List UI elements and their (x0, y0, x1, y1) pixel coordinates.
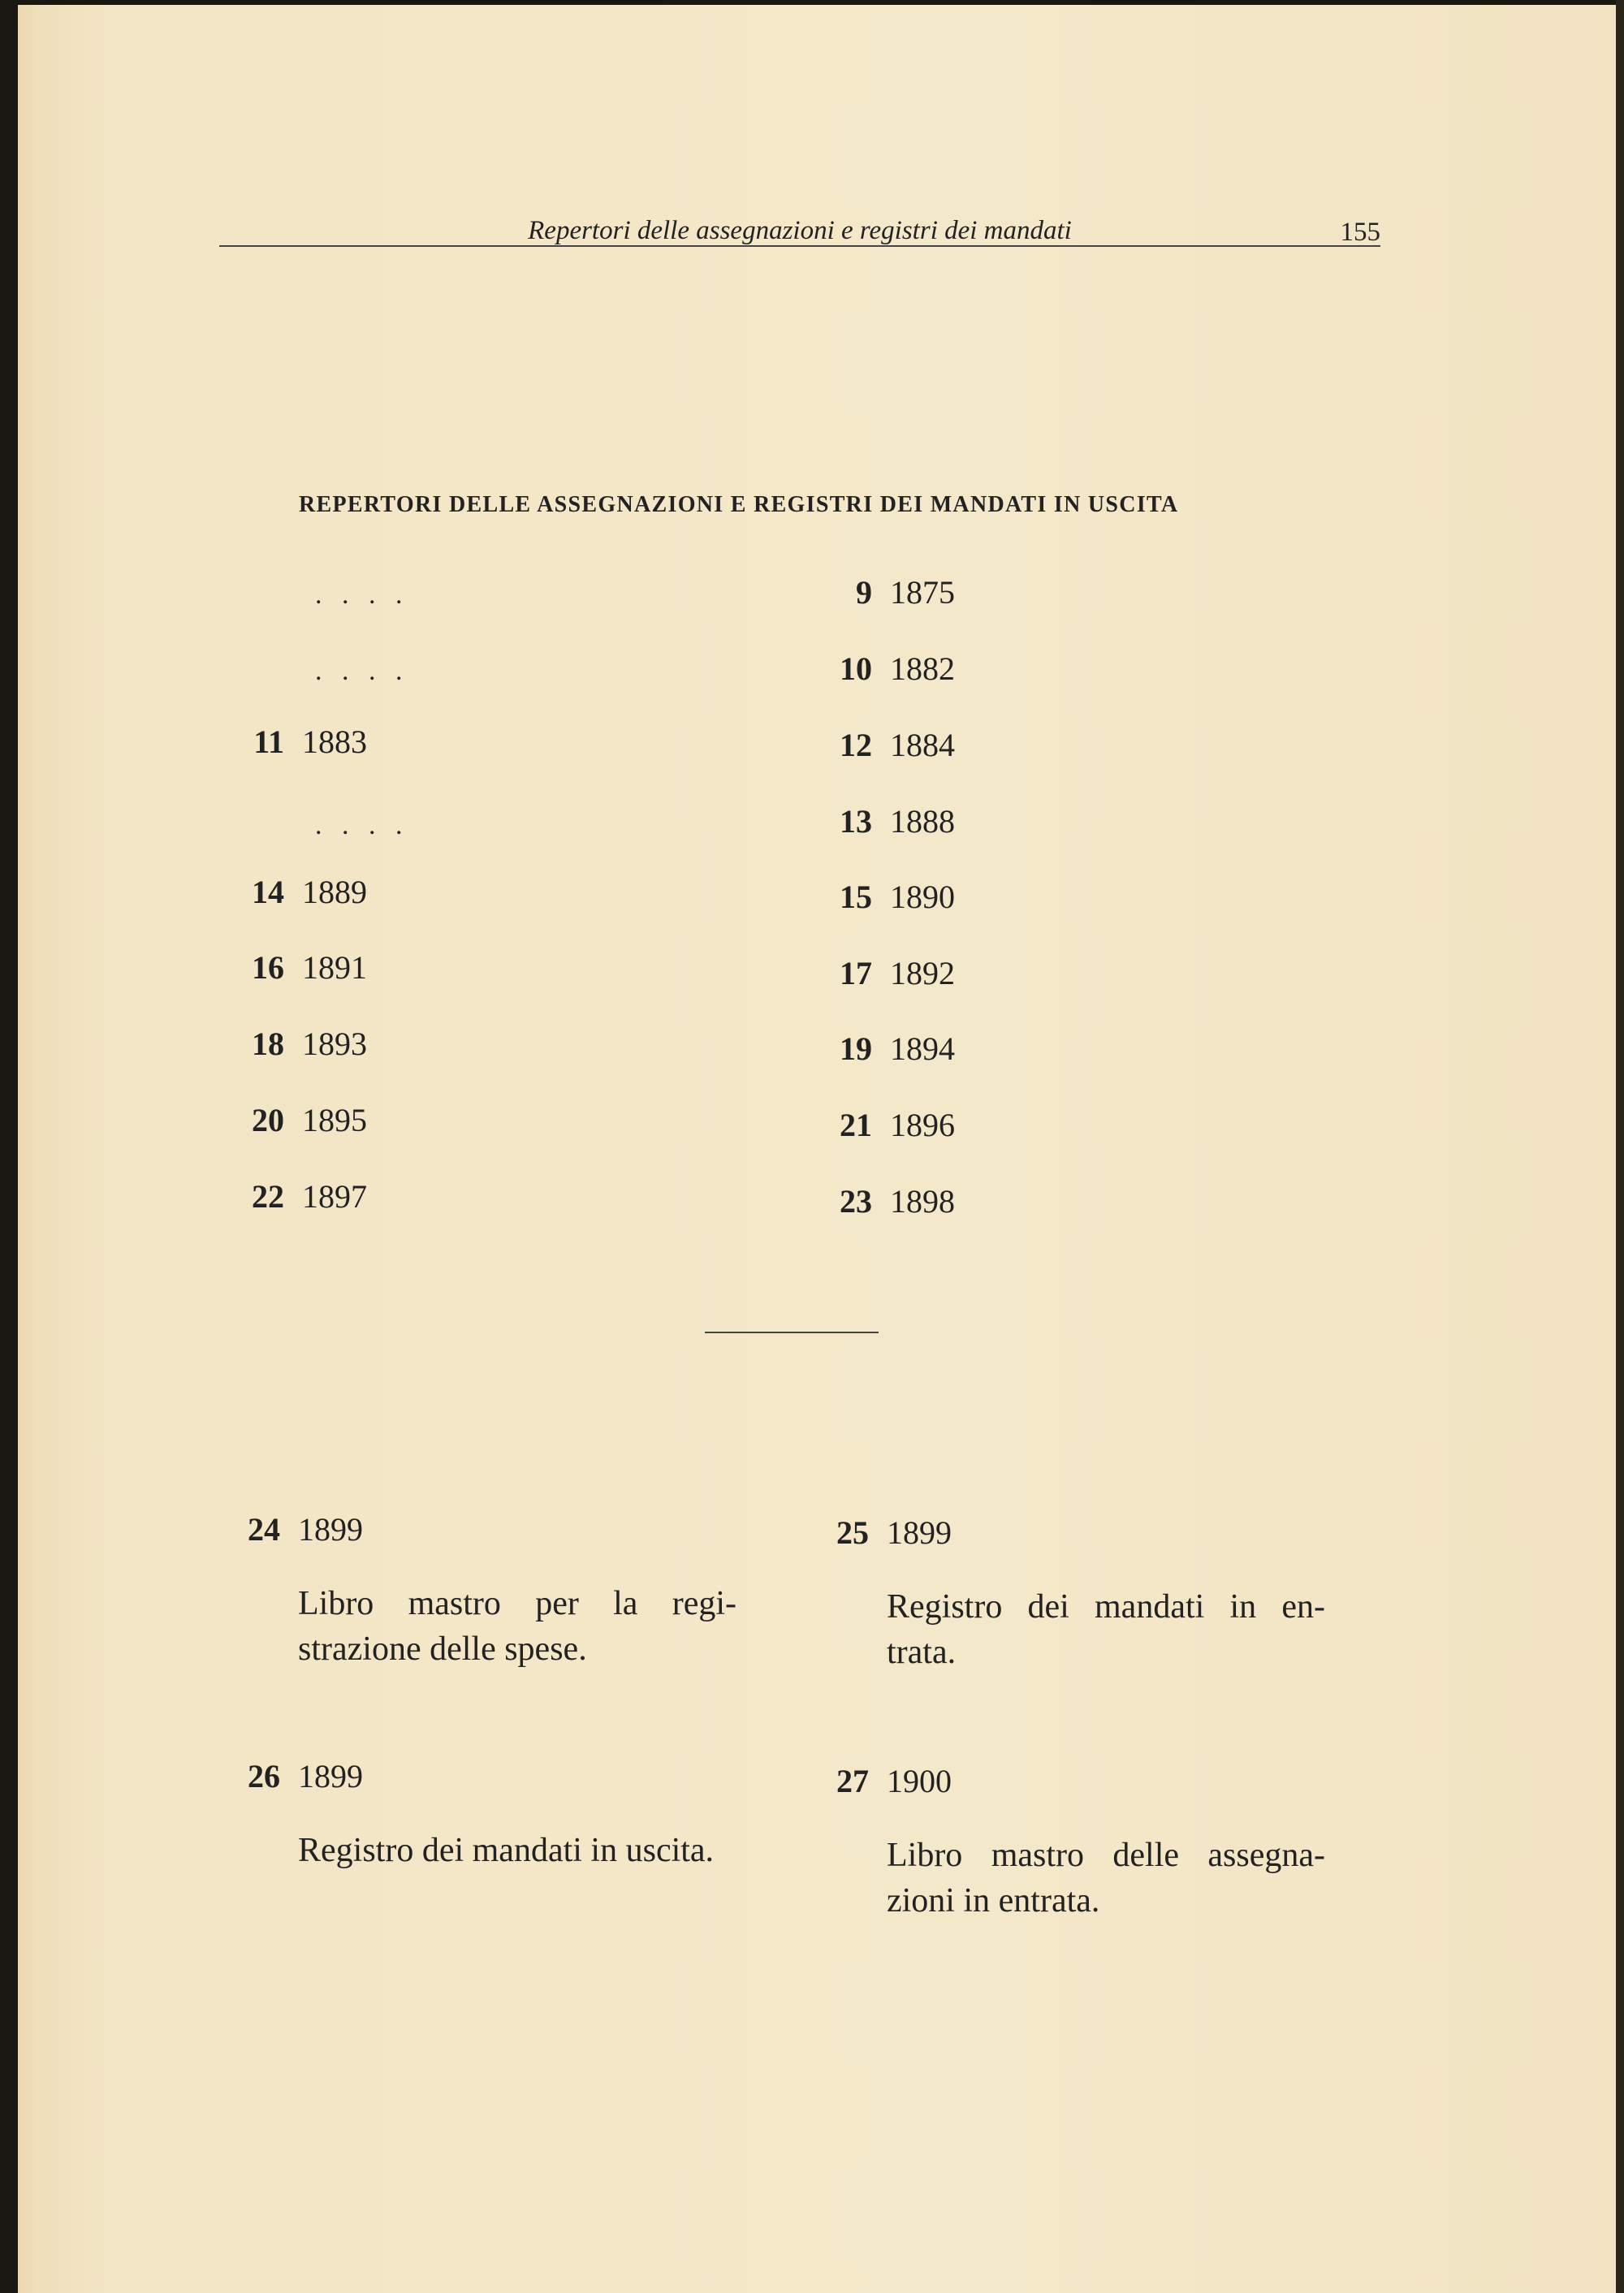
entry-year: 1898 (890, 1183, 955, 1220)
record-description: Registro dei mandati in en-trata. (887, 1588, 1325, 1671)
record-description: Libro mastro per la regi-strazione delle spese. (298, 1585, 736, 1668)
list-item (235, 1101, 367, 1139)
scan-top-edge (0, 0, 1624, 5)
entry-year: 1882 (890, 650, 955, 687)
list-item (823, 802, 955, 840)
entry-year: 1884 (890, 727, 955, 763)
record-year: 1899 (887, 1514, 952, 1551)
entry-number: 16 (252, 949, 284, 986)
list-item (235, 1177, 367, 1216)
list-item (235, 723, 367, 761)
entry-year: 1893 (302, 1026, 367, 1062)
entry-number: 19 (840, 1030, 872, 1067)
record-24 (235, 1510, 736, 1672)
record-25 (824, 1514, 1325, 1675)
entry-year: 1892 (890, 955, 955, 991)
record-number: 25 (836, 1514, 869, 1551)
list-item (823, 1030, 955, 1068)
entry-number: 14 (252, 874, 284, 910)
entry-number: 10 (840, 650, 872, 687)
entry-number: 23 (840, 1183, 872, 1220)
record-year: 1899 (298, 1511, 363, 1548)
list-item (315, 804, 409, 842)
entry-year: 1883 (302, 723, 367, 760)
entry-number: 17 (840, 955, 872, 991)
record-description: Registro dei mandati in uscita. (298, 1832, 715, 1869)
list-item (235, 948, 367, 987)
list-item (823, 1182, 955, 1220)
running-title: Repertori delle assegnazioni e registri dei mandati (528, 216, 1072, 245)
scan-left-edge (0, 0, 18, 2293)
entry-number: 15 (840, 879, 872, 915)
list-item (823, 1106, 955, 1144)
ellipsis-dots: . . . . (315, 656, 409, 686)
entry-number: 20 (252, 1102, 284, 1138)
entry-number: 11 (253, 723, 284, 760)
list-item (823, 650, 955, 688)
entry-number: 18 (252, 1026, 284, 1062)
list-item (823, 878, 955, 916)
entry-year: 1894 (890, 1030, 955, 1067)
running-header (219, 213, 1380, 247)
list-item (235, 873, 367, 911)
record-number: 26 (248, 1758, 280, 1794)
entry-year: 1891 (302, 949, 367, 986)
entry-year: 1890 (890, 879, 955, 915)
record-description: Libro mastro delle assegna-zioni in entrata. (887, 1837, 1325, 1919)
entry-year: 1888 (890, 803, 955, 840)
record-number: 27 (836, 1763, 869, 1799)
entry-number: 12 (840, 727, 872, 763)
list-item (315, 650, 409, 688)
entry-number: 9 (856, 574, 872, 611)
entry-year: 1897 (302, 1178, 367, 1215)
record-26 (235, 1757, 715, 1873)
page-number: 155 (1340, 218, 1380, 247)
entry-number: 21 (840, 1107, 872, 1143)
entry-year: 1889 (302, 874, 367, 910)
ellipsis-dots: . . . . (315, 810, 409, 840)
section-divider (705, 1332, 879, 1333)
list-item (235, 1025, 367, 1063)
entry-year: 1875 (890, 574, 955, 611)
scan-right-edge (1616, 0, 1624, 2293)
list-item (823, 726, 955, 764)
list-item (823, 573, 955, 611)
entry-number: 13 (840, 803, 872, 840)
entry-year: 1896 (890, 1107, 955, 1143)
record-year: 1899 (298, 1758, 363, 1794)
record-number: 24 (248, 1511, 280, 1548)
list-item (315, 573, 409, 611)
ellipsis-dots: . . . . (315, 580, 409, 610)
record-27 (824, 1762, 1325, 1924)
section-title: REPERTORI DELLE ASSEGNAZIONI E REGISTRI DEI MANDATI IN USCITA (299, 492, 1179, 517)
record-year: 1900 (887, 1763, 952, 1799)
entry-year: 1895 (302, 1102, 367, 1138)
list-item (823, 954, 955, 992)
entry-number: 22 (252, 1178, 284, 1215)
